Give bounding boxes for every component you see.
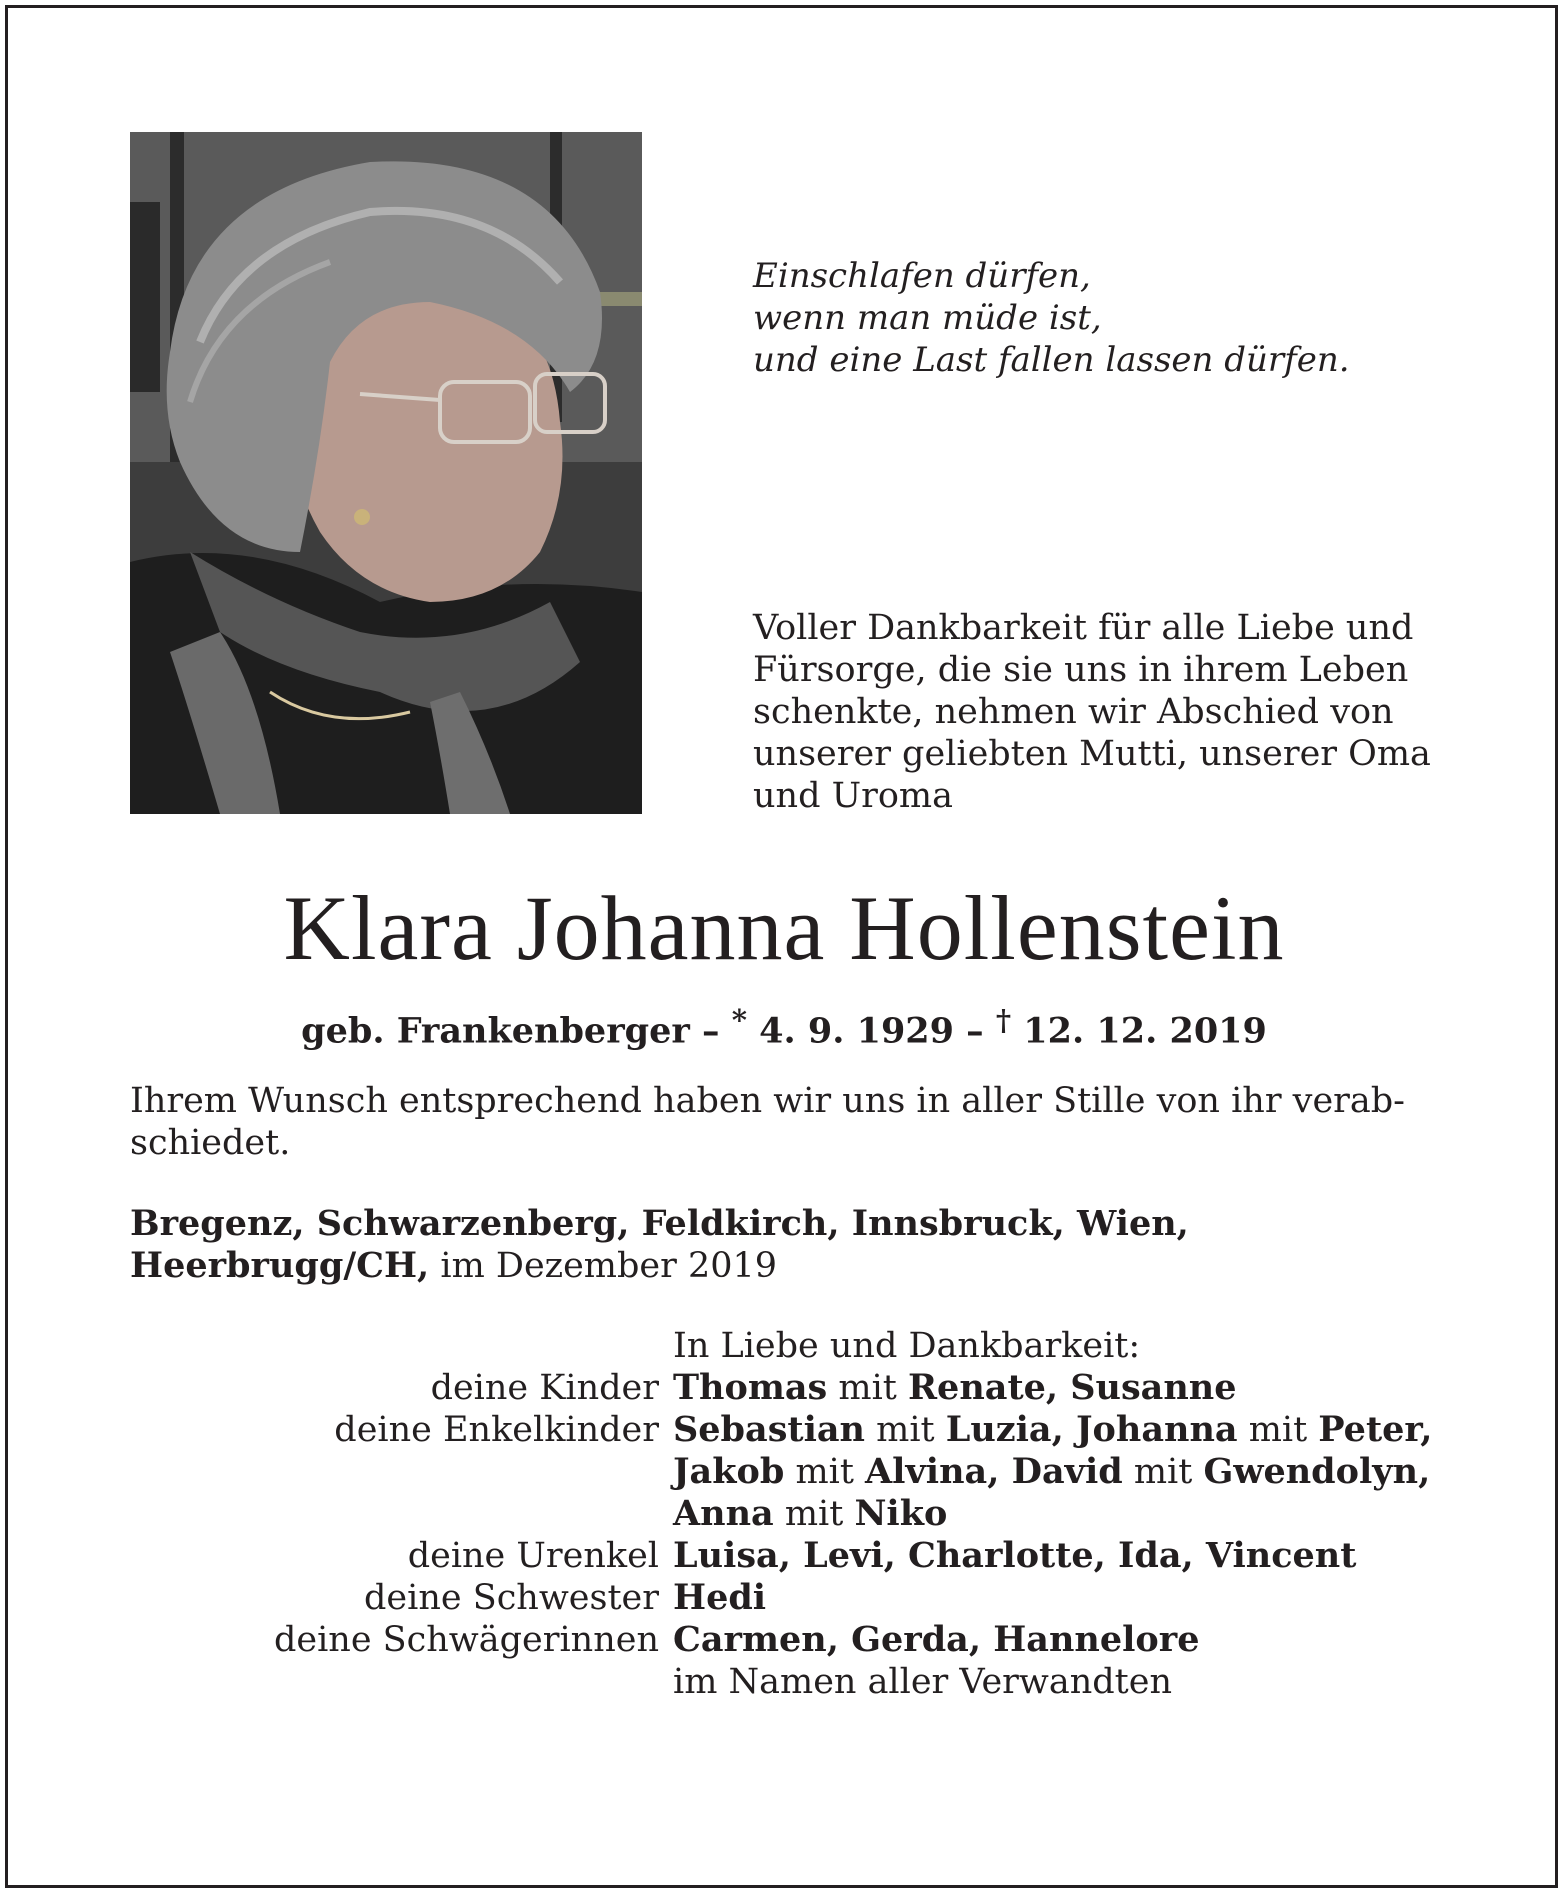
mourner-names <box>673 1409 1432 1451</box>
places-line: Bregenz, Schwarzenberg, Feldkirch, Innsbruck, Wien, <box>130 1203 1189 1244</box>
places-date <box>130 1203 1189 1287</box>
mourner-name: Anna <box>673 1493 774 1534</box>
mourner-label: deine Urenkel <box>407 1536 659 1576</box>
mourner-connector: mit <box>1122 1452 1204 1492</box>
mourner-name: Gwendolyn, <box>1203 1451 1431 1492</box>
maiden-name: geb. Frankenberger <box>301 1010 690 1052</box>
poem-quote <box>753 255 1350 381</box>
places-line <box>130 1245 1189 1287</box>
mourner-names <box>673 1493 947 1535</box>
death-date: 12. 12. 2019 <box>1011 1010 1267 1052</box>
birth-date: 4. 9. 1929 <box>746 1010 954 1052</box>
mourner-label: deine Schwägerinnen <box>273 1620 659 1660</box>
mourner-label: deine Schwester <box>364 1578 659 1618</box>
mourner-name: Thomas <box>673 1367 828 1408</box>
mourner-lines <box>130 1367 1440 1703</box>
mourner-name: Luisa, Levi, Charlotte, Ida, Vincent <box>673 1535 1357 1576</box>
mourner-name: Jakob <box>673 1451 785 1492</box>
mourner-name: Sebastian <box>673 1409 865 1450</box>
mourner-names <box>673 1451 1430 1493</box>
separator: – <box>689 1010 732 1052</box>
mourner-label <box>130 1493 673 1535</box>
mourner-name: Peter, <box>1318 1409 1433 1450</box>
mourner-connector: im Namen aller Verwandten <box>673 1662 1172 1702</box>
death-mark: † <box>995 1003 1012 1037</box>
mourner-names <box>673 1577 766 1619</box>
place-name: Heerbrugg/CH, <box>130 1245 430 1286</box>
wish-text <box>130 1080 1440 1164</box>
mourner-label: deine Kinder <box>430 1368 659 1408</box>
mourner-label <box>130 1325 673 1367</box>
intro-line: und Uroma <box>753 776 953 816</box>
mourners-heading-row <box>130 1325 1440 1367</box>
intro-text <box>753 607 1438 817</box>
poem-line: wenn man müde ist, <box>753 298 1102 338</box>
mourner-row <box>130 1493 1440 1535</box>
mourners-list <box>130 1325 1440 1703</box>
mourner-name: Niko <box>854 1493 948 1534</box>
poem-line: Einschlafen dürfen, <box>753 256 1091 296</box>
separator: – <box>954 1010 996 1052</box>
mourner-connector: mit <box>1237 1410 1319 1450</box>
poem-line: und eine Last fallen lassen dürfen. <box>753 340 1350 380</box>
intro-line: Fürsorge, die sie uns in ihrem Leben <box>753 650 1409 690</box>
deceased-name: Klara Johanna Hollenstein <box>283 877 1285 979</box>
life-dates <box>0 995 1568 1057</box>
mourner-connector: mit <box>784 1452 866 1492</box>
mourner-row <box>130 1661 1440 1703</box>
mourner-names <box>673 1367 1237 1409</box>
mourner-row <box>130 1535 1440 1577</box>
mourner-names <box>673 1619 1199 1661</box>
portrait-photo <box>130 132 642 814</box>
mourner-names <box>673 1535 1356 1577</box>
mourner-row <box>130 1619 1440 1661</box>
mourner-connector: mit <box>865 1410 946 1450</box>
mourner-name: Luzia, Johanna <box>945 1409 1238 1450</box>
intro-line: Voller Dankbarkeit für alle Liebe und <box>753 608 1414 648</box>
mourner-name: Renate, Susanne <box>907 1367 1237 1408</box>
mourners-heading: In Liebe und Dankbarkeit: <box>673 1326 1141 1366</box>
place-date: im Dezember 2019 <box>429 1246 778 1286</box>
mourner-row <box>130 1451 1440 1493</box>
mourner-name: Carmen, Gerda, Hannelore <box>673 1619 1200 1660</box>
mourner-name: Hedi <box>673 1577 767 1618</box>
birth-mark: * <box>731 1003 747 1037</box>
mourner-label <box>130 1661 673 1703</box>
mourner-connector: mit <box>773 1494 855 1534</box>
mourner-row <box>130 1367 1440 1409</box>
mourner-label <box>130 1451 673 1493</box>
intro-line: schenkte, nehmen wir Abschied von <box>753 692 1394 732</box>
wish-line: schiedet. <box>130 1123 291 1163</box>
intro-line: unserer geliebten Mutti, unserer Oma <box>753 734 1431 774</box>
mourner-row <box>130 1577 1440 1619</box>
mourner-label: deine Enkelkinder <box>334 1410 659 1450</box>
mourner-names <box>673 1661 1172 1703</box>
mourner-connector: mit <box>827 1368 908 1408</box>
mourner-row <box>130 1409 1440 1451</box>
wish-line: Ihrem Wunsch entsprechend haben wir uns in aller Stille von ihr verab- <box>130 1081 1405 1121</box>
mourner-name: Alvina, David <box>865 1451 1123 1492</box>
